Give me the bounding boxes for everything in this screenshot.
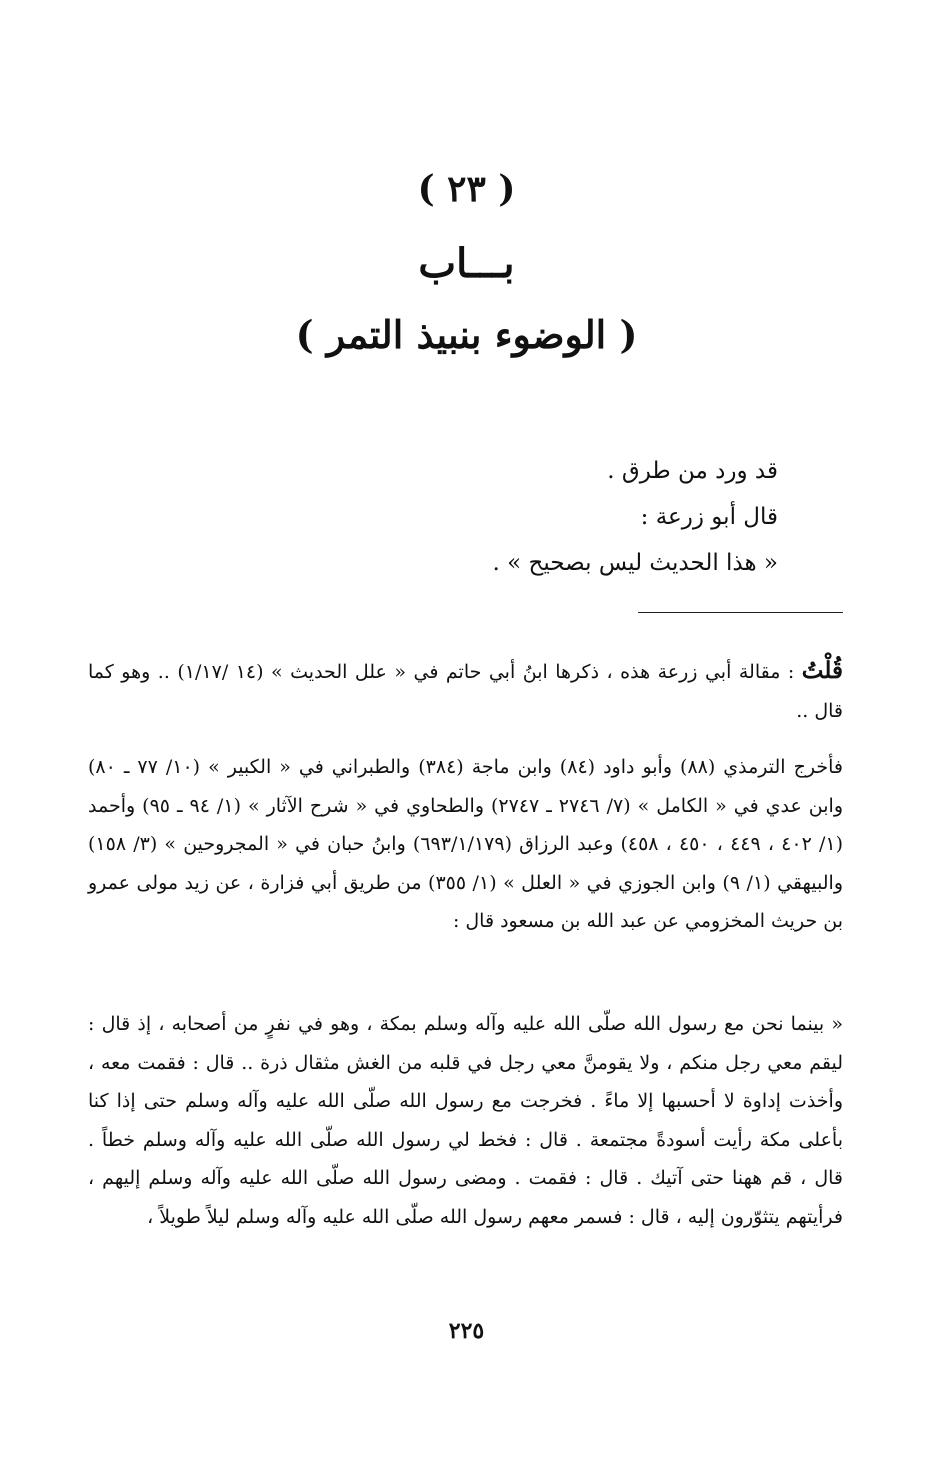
chapter-heading-word: بـــاب (418, 240, 515, 287)
intro-block (278, 448, 778, 586)
chapter-title: ( الوضوء بنبيذ التمر ) (295, 312, 638, 357)
footnote-separator (638, 612, 843, 613)
intro-line: « هذا الحديث ليس بصحيح » . (492, 550, 778, 576)
intro-line: قد ورد من طرق . (607, 458, 778, 484)
hadith-paragraph: « بينما نحن مع رسول الله صلّى الله عليه وآله وسلم بمكة ، وهو في نفرٍ من أصحابه ، إذ قال : ليقم معي رجل منكم ، ولا يقومنَّ معي رجل في قلبه من الغش مثقال ذرة .. قال : فقمت معه ، وأخذت إداوة لا أحسبها إلا ماءً . فخرجت مع رسول الله صلّى الله عليه وآله وسلم حتى إذا كنا بأعلى مكة رأيت أسودةً مجتمعة . قال : فخط لي رسول الله صلّى الله عليه وآله وسلم خطاً . قال ، قم ههنا حتى آتيك . قال : فقمت . ومضى رسول الله صلّى الله عليه وآله وسلم إليهم ، فرأيتهم يتثوّرون إليه ، قال : فسمر معهم رسول الله صلّى الله عليه وآله وسلم ليلاً طويلاً ، (88, 1013, 843, 1228)
intro-line: قال أبو زرعة : (640, 504, 778, 530)
takhrij-paragraph: فأخرج الترمذي (٨٨) وأبو داود (٨٤) وابن ماجة (٣٨٤) والطبراني في « الكبير » (١٠/ ٧٧ ـ ٨٠) وابن عدي في « الكامل » (٧/ ٢٧٤٦ ـ ٢٧٤٧) والطحاوي في « شرح الآثار » (١/ ٩٤ ـ ٩٥) وأحمد (١/ ٤٠٢ ، ٤٤٩ ، ٤٥٠ ، ٤٥٨) وعبد الرزاق (٦٩٣/١/١٧٩) وابنُ حبان في « المجروحين » (٣/ ١٥٨) والبيهقي (١/ ٩) وابن الجوزي في « العلل » (١/ ٣٥٥) من طريق أبي فزارة ، عن زيد مولى عمرو بن حريث المخزومي عن عبد الله بن مسعود قال : (88, 756, 843, 932)
qultu-text: : مقالة أبي زرعة هذه ، ذكرها ابنُ أبي حاتم في « علل الحديث » (١٤ /١/١٧) .. وهو كما قال .. (88, 661, 843, 722)
chapter-number: ( ٢٣ ) (417, 168, 516, 210)
qultu-note (88, 652, 843, 730)
page-number: ٢٢٥ (448, 1318, 485, 1344)
qultu-label: قُلْتُ (801, 657, 843, 684)
